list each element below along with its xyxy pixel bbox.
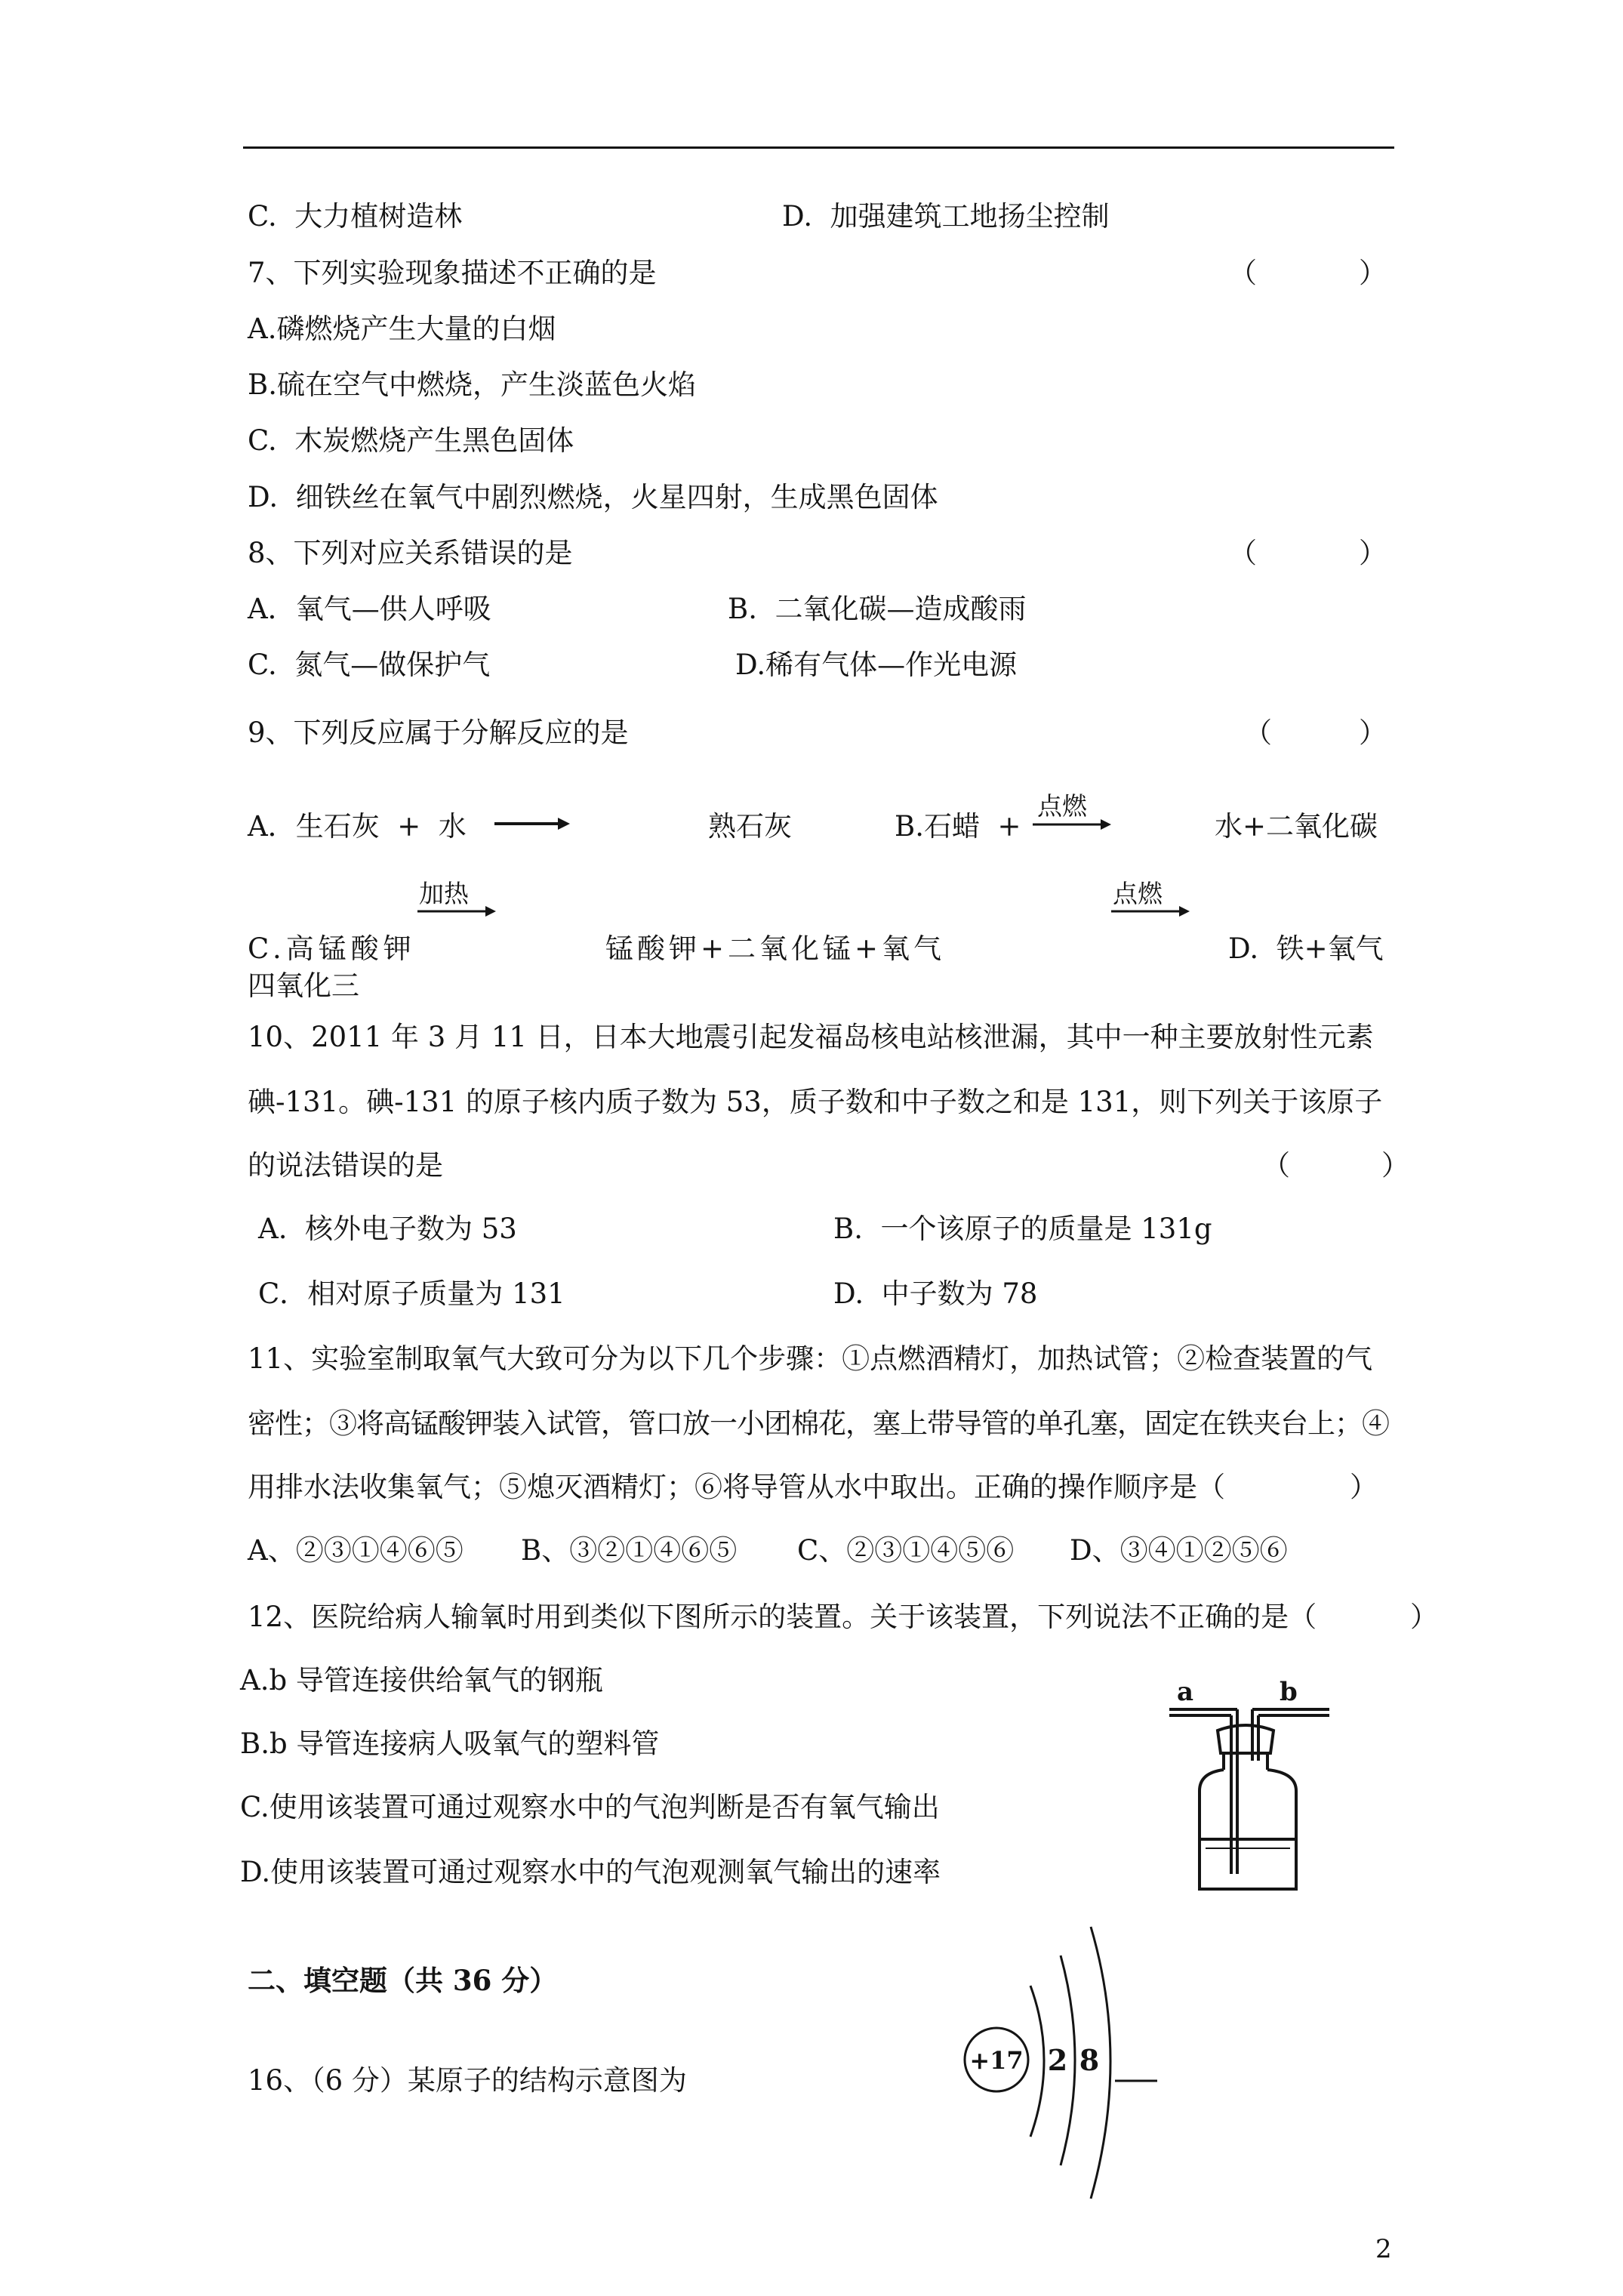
reaction-arrow-icon [494,815,570,832]
q12-option-d: D.使用该装置可通过观察水中的气泡观测氧气输出的速率 [240,1856,941,1888]
tube-b-label: b [1280,1677,1298,1707]
q9-option-d-reactants: D. 铁+氧气 [1228,932,1384,965]
q9-option-d-condition: 点燃 [1113,879,1163,908]
shell-2-electrons: 8 [1079,2043,1100,2077]
q11-answer-bracket-close: ） [1350,1471,1378,1503]
reaction-arrow-icon [1111,904,1190,919]
q8-answer-bracket-open: （ [1229,537,1257,569]
q8-option-d: D.稀有气体—作光电源 [735,649,1018,681]
q11-option-c: C、②③①④⑤⑥ [797,1534,1015,1567]
q9-option-b-products: 水+二氧化碳 [1215,810,1378,843]
q9-option-b-reactants: B.石蜡 + [895,810,1021,843]
q9-option-b-condition: 点燃 [1037,791,1087,821]
q12-stem: 12、医院给病人输氧时用到类似下图所示的装置。关于该装置，下列说法不正确的是（ [248,1601,1317,1633]
q12-answer-bracket-close: ） [1410,1601,1438,1633]
q9-option-d-products: 四氧化三 [248,969,359,1002]
page-number: 2 [1375,2234,1392,2264]
q10-stem-line: 10、2011 年 3 月 11 日，日本大地震引起发福岛核电站核泄漏，其中一种主要放射性元素 [248,1021,1374,1053]
q7-option-d: D. 细铁丝在氧气中剧烈燃烧，火星四射，生成黑色固体 [248,481,938,513]
reaction-arrow-icon [417,904,496,919]
q11-stem-line: 密性；③将高锰酸钾装入试管，管口放一小团棉花，塞上带导管的单孔塞，固定在铁夹台上；④ [248,1407,1389,1440]
q6-option-c: C. 大力植树造林 [248,200,463,233]
q9-option-c-products: 锰酸钾+二氧化锰+氧气 [605,932,946,965]
q10-option-a: A. 核外电子数为 53 [258,1213,517,1245]
q9-answer-bracket-open: （ [1244,717,1272,749]
q16-stem: 16、（6 分）某原子的结构示意图为 [248,2064,687,2097]
q11-stem-line: 11、实验室制取氧气大致可分为以下几个步骤：①点燃酒精灯，加热试管；②检查装置的气 [248,1342,1373,1375]
q10-stem-line: 的说法错误的是 [248,1149,443,1182]
q8-option-c: C. 氮气—做保护气 [248,649,491,681]
q12-option-c: C.使用该装置可通过观察水中的气泡判断是否有氧气输出 [240,1791,940,1823]
q9-answer-bracket-close: ） [1359,717,1387,749]
q7-option-c: C. 木炭燃烧产生黑色固体 [248,424,574,457]
q9-option-a-products: 熟石灰 [708,810,792,843]
q11-stem-line: 用排水法收集氧气；⑤熄灭酒精灯；⑥将导管从水中取出。正确的操作顺序是（ [248,1471,1225,1503]
q12-option-a: A.b 导管连接供给氧气的钢瓶 [240,1664,603,1697]
q11-option-b: B、③②①④⑥⑤ [521,1534,738,1567]
q11-option-a: A、②③①④⑥⑤ [248,1534,463,1567]
q12-option-b: B.b 导管连接病人吸氧气的塑料管 [240,1727,660,1760]
shell-1-electrons: 2 [1047,2043,1068,2077]
q10-stem-line: 碘-131。碘-131 的原子核内质子数为 53，质子数和中子数之和是 131，则下列关于该原子 [248,1086,1383,1118]
q9-option-a-reactants: A．生石灰 + 水 [248,810,467,843]
tube-a-label: a [1177,1677,1194,1707]
atom-structure-diagram [955,1918,1174,2220]
q8-option-b: B. 二氧化碳—造成酸雨 [728,593,1027,625]
q7-option-a: A.磷燃烧产生大量的白烟 [248,313,556,345]
q10-option-c: C．相对原子质量为 131 [258,1277,565,1310]
reaction-arrow-icon [1033,817,1111,832]
q8-stem: 8、下列对应关系错误的是 [248,537,573,569]
q7-answer-bracket-close: ） [1359,257,1387,289]
electron-shell-arc [1030,1986,1044,2137]
gas-washing-bottle-figure [1159,1676,1344,1895]
q8-option-a: A．氧气—供人呼吸 [248,593,491,625]
q7-answer-bracket-open: （ [1229,257,1257,289]
q9-option-c-condition: 加热 [419,879,469,908]
q11-option-d: D、③④①②⑤⑥ [1070,1534,1288,1567]
bottle-drawing [1169,1709,1329,1889]
q8-answer-bracket-close: ） [1359,537,1387,569]
q9-option-c-reactants: C.高锰酸钾 [248,932,416,965]
q10-answer-bracket-close: ） [1381,1149,1409,1182]
q10-option-b: B. 一个该原子的质量是 131g [833,1213,1212,1245]
nucleus-charge: +17 [969,2046,1024,2075]
q7-stem: 7、下列实验现象描述不正确的是 [248,257,657,289]
header-rule [243,146,1394,149]
q10-option-d: D. 中子数为 78 [833,1277,1038,1310]
section-heading: 二、填空题（共 36 分） [248,1964,558,1997]
q6-option-d: D. 加强建筑工地扬尘控制 [782,200,1110,233]
q7-option-b: B.硫在空气中燃烧，产生淡蓝色火焰 [248,368,696,401]
q10-answer-bracket-open: （ [1262,1149,1290,1182]
q9-stem: 9、下列反应属于分解反应的是 [248,717,629,749]
